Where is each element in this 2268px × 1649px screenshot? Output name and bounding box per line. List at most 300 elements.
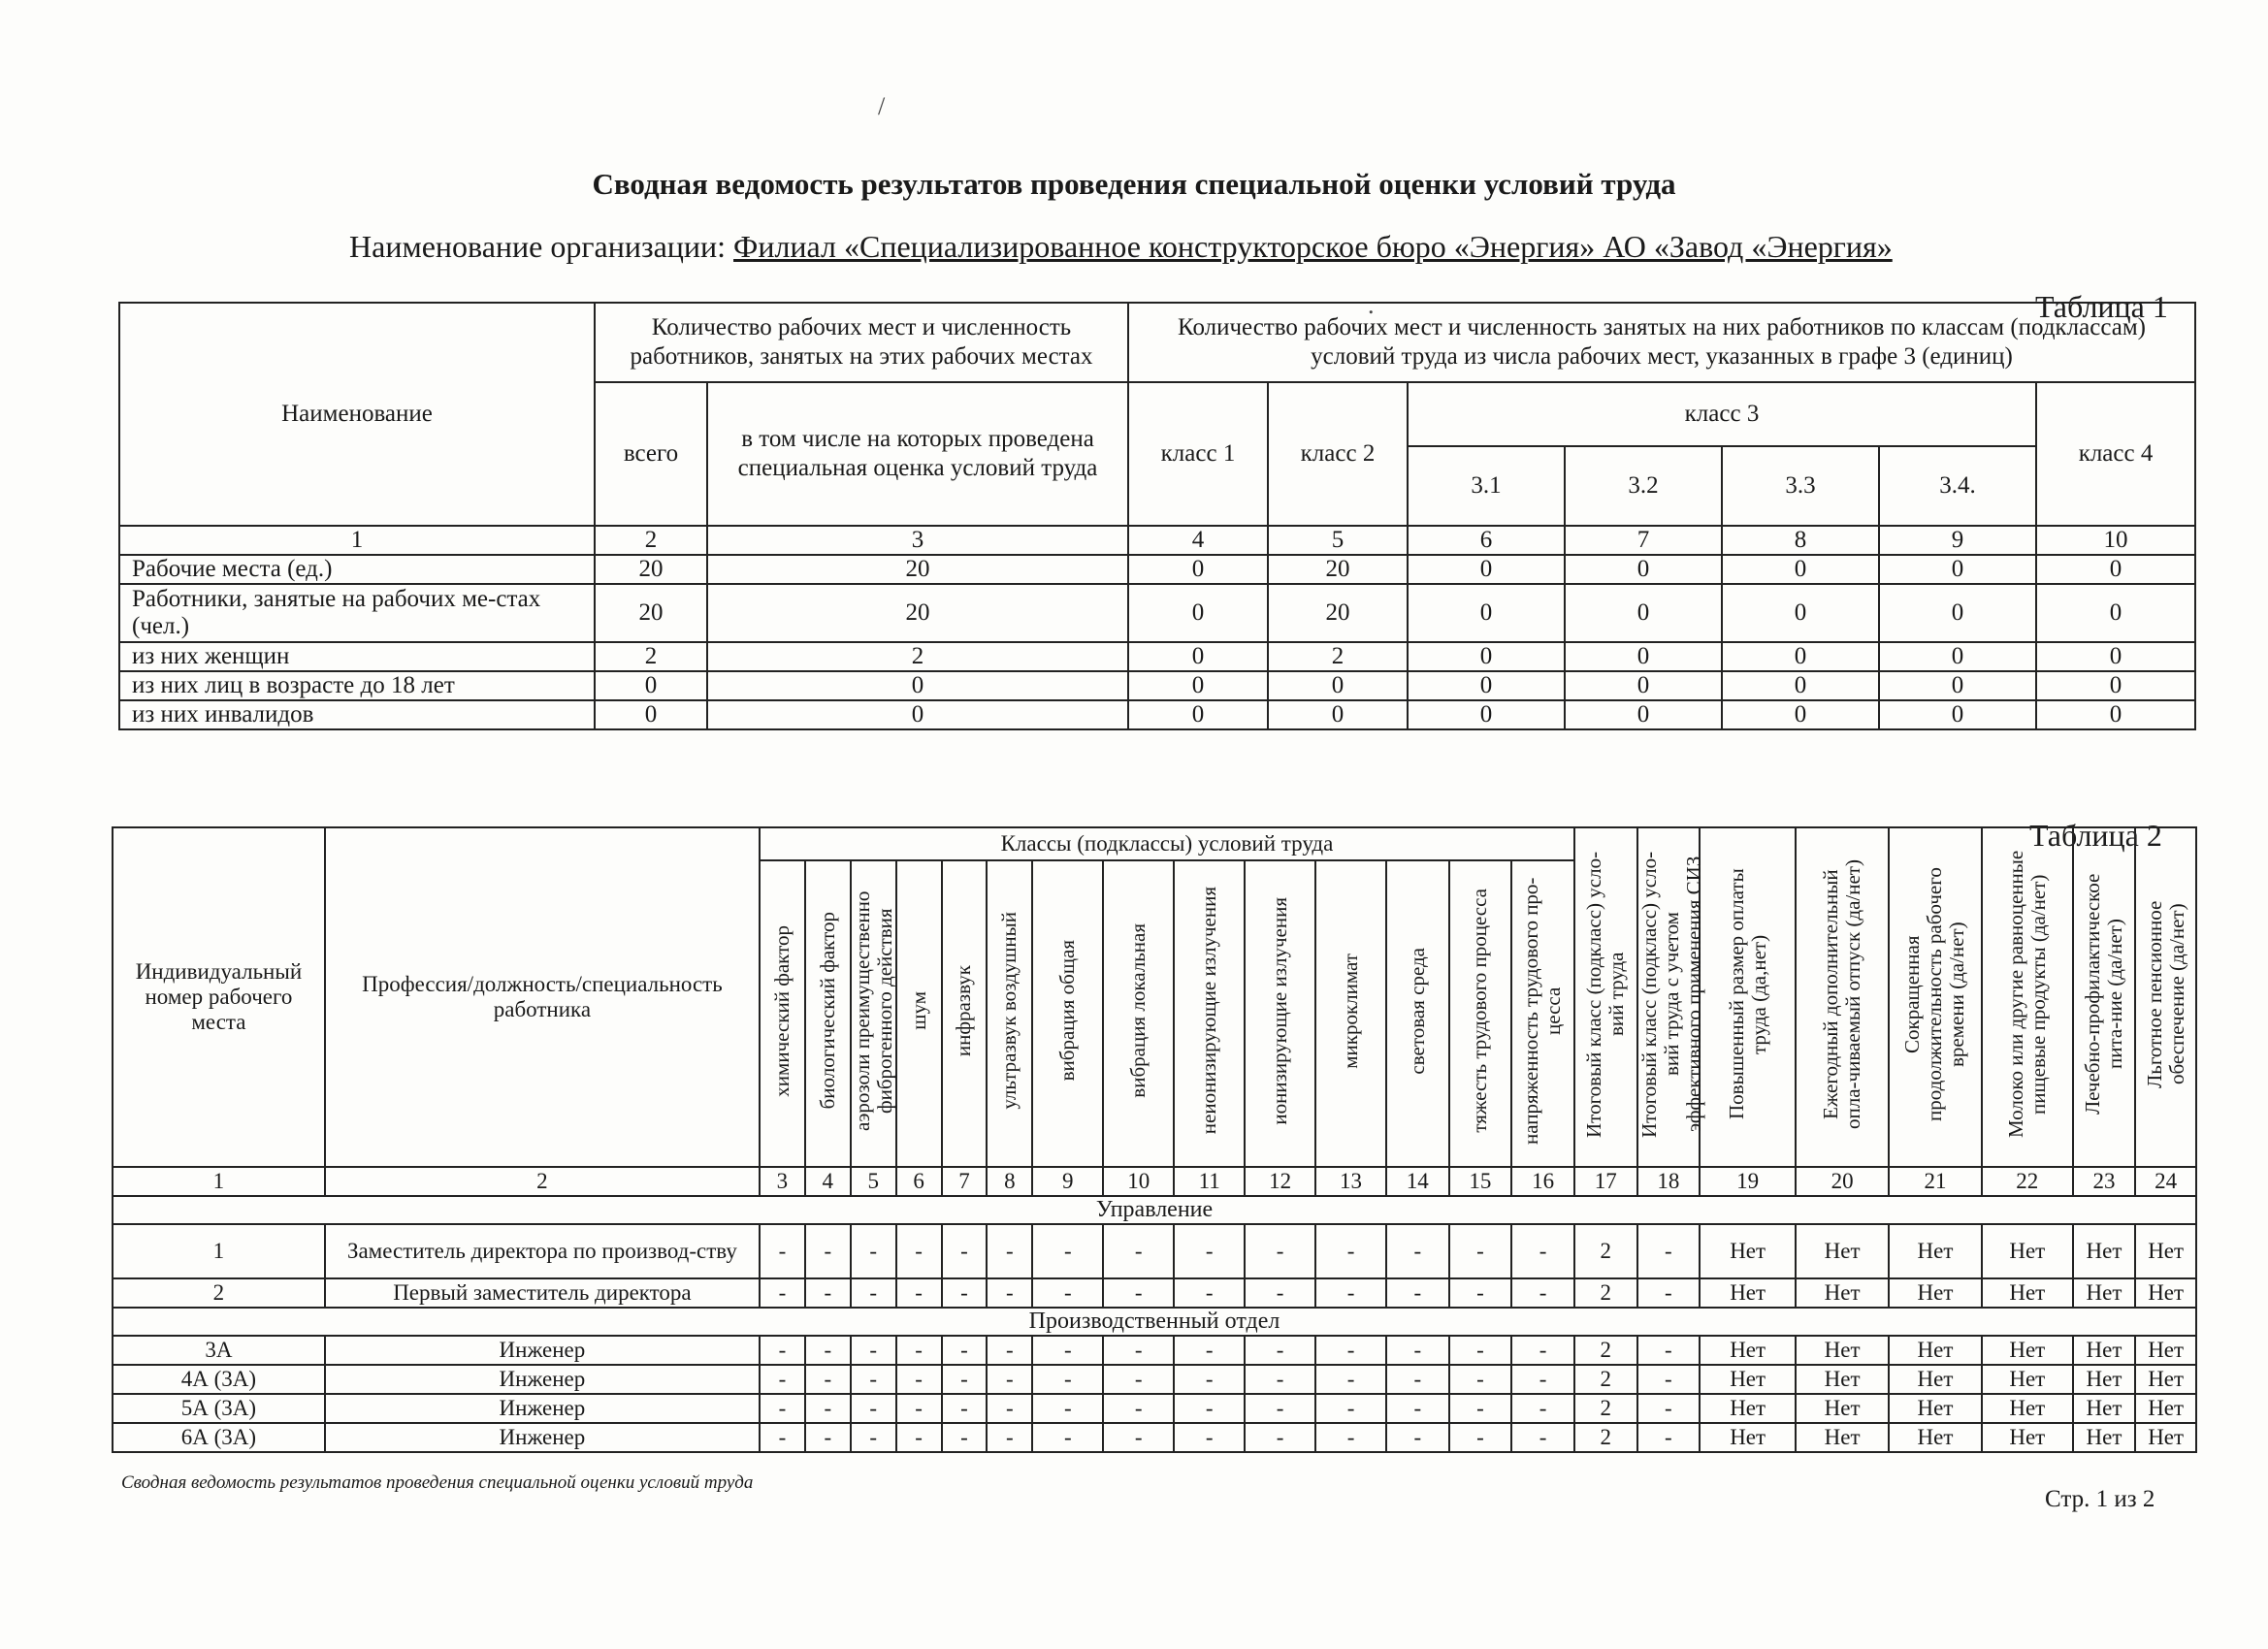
- t2-benefit-value: Нет: [1982, 1423, 2073, 1452]
- t2-factor-value: -: [1449, 1278, 1512, 1308]
- t1-row-name: Рабочие места (ед.): [119, 555, 595, 584]
- t1-cell: 0: [1722, 700, 1879, 729]
- t2-benefit-value: Нет: [2073, 1365, 2136, 1394]
- t2-profession: Первый заместитель директора: [325, 1278, 760, 1308]
- t1-cell: 0: [707, 671, 1128, 700]
- t2-header-extra: [1796, 827, 1889, 1167]
- t1-cell: 0: [1565, 555, 1722, 584]
- t2-column-number: 20: [1796, 1167, 1889, 1196]
- t1-header-class3-2: 3.2: [1565, 446, 1722, 526]
- t1-header-class3-3: 3.3: [1722, 446, 1879, 526]
- t2-factor-value: -: [896, 1365, 942, 1394]
- t2-factor-value: -: [1511, 1423, 1574, 1452]
- t2-header-factor: [942, 860, 988, 1167]
- t1-cell: 0: [1128, 700, 1268, 729]
- t2-benefit-value: Нет: [1889, 1278, 1982, 1308]
- t2-column-number: 9: [1032, 1167, 1103, 1196]
- t2-header-extra-label: Итоговый класс (подкласс) усло-вий труда: [1582, 851, 1629, 1138]
- t2-factor-value: -: [1174, 1394, 1245, 1423]
- t2-column-number: 2: [325, 1167, 760, 1196]
- t2-factor-value: -: [1245, 1423, 1315, 1452]
- t2-header-factor-label: аэрозоли преимущественно фиброгенного действия: [850, 890, 896, 1131]
- t2-benefit-value: Нет: [2073, 1336, 2136, 1365]
- t1-column-number: 4: [1128, 526, 1268, 555]
- t2-header-factor: [896, 860, 942, 1167]
- t2-final-class: 2: [1574, 1336, 1637, 1365]
- t2-benefit-value: Нет: [1796, 1278, 1889, 1308]
- t1-row-name: из них лиц в возрасте до 18 лет: [119, 671, 595, 700]
- t2-header-factor: [1511, 860, 1574, 1167]
- t2-profession: Инженер: [325, 1365, 760, 1394]
- t2-factor-value: -: [1103, 1278, 1174, 1308]
- t2-factor-value: -: [1511, 1224, 1574, 1278]
- t2-benefit-value: Нет: [1889, 1365, 1982, 1394]
- t2-workplace-id: 4А (3А): [113, 1365, 325, 1394]
- t2-column-number: 5: [851, 1167, 896, 1196]
- t2-factor-value: -: [1245, 1278, 1315, 1308]
- t2-header-factor: [987, 860, 1032, 1167]
- t1-cell: 0: [1565, 700, 1722, 729]
- t2-benefit-value: Нет: [1700, 1394, 1796, 1423]
- t2-factor-value: -: [805, 1365, 851, 1394]
- t2-factor-value: -: [1386, 1336, 1449, 1365]
- table1-caption: Таблица 1: [2035, 289, 2168, 324]
- t1-header-name: Наименование: [119, 303, 595, 526]
- t1-cell: 0: [2036, 700, 2195, 729]
- t2-final-class: 2: [1574, 1365, 1637, 1394]
- t2-column-number: 23: [2073, 1167, 2136, 1196]
- t1-header-total: всего: [595, 382, 707, 526]
- t2-header-factor-label: ультразвук воздушный: [997, 912, 1021, 1110]
- t1-cell: 0: [1128, 671, 1268, 700]
- t2-header-extra: [1574, 827, 1637, 1167]
- t2-header-factor: [1032, 860, 1103, 1167]
- table-row: [119, 584, 2195, 642]
- t2-header-profession: Профессия/должность/специальность работника: [325, 827, 760, 1167]
- t2-factor-value: -: [987, 1394, 1032, 1423]
- t2-benefit-value: Нет: [1796, 1423, 1889, 1452]
- t2-factor-value: -: [1315, 1394, 1386, 1423]
- t1-cell: 0: [1565, 584, 1722, 642]
- t1-row-name: из них инвалидов: [119, 700, 595, 729]
- t2-factor-value: -: [1032, 1336, 1103, 1365]
- table2: [112, 826, 2197, 1453]
- t1-cell: 0: [1128, 555, 1268, 584]
- t1-header-class3-1: 3.1: [1408, 446, 1565, 526]
- t2-benefit-value: Нет: [1982, 1278, 2073, 1308]
- table-row: [119, 642, 2195, 671]
- t2-factor-value: -: [760, 1394, 805, 1423]
- t2-factor-value: -: [1032, 1278, 1103, 1308]
- t2-factor-value: -: [942, 1278, 988, 1308]
- t2-factor-value: -: [942, 1224, 988, 1278]
- t2-header-factor-label: химический фактор: [769, 924, 794, 1097]
- t2-benefit-value: Нет: [2135, 1224, 2196, 1278]
- t2-factor-value: -: [1449, 1423, 1512, 1452]
- t1-cell: 0: [1408, 584, 1565, 642]
- t2-factor-value: -: [1245, 1336, 1315, 1365]
- t2-final-class-siz: -: [1637, 1365, 1701, 1394]
- t2-workplace-id: 1: [113, 1224, 325, 1278]
- t2-header-factor: [851, 860, 896, 1167]
- t1-column-number: 9: [1879, 526, 2036, 555]
- t2-benefit-value: Нет: [1796, 1224, 1889, 1278]
- t2-header-factor: [1386, 860, 1449, 1167]
- t2-benefit-value: Нет: [2135, 1278, 2196, 1308]
- t2-benefit-value: Нет: [1700, 1423, 1796, 1452]
- t1-column-number: 2: [595, 526, 707, 555]
- page-title: Сводная ведомость результатов проведения специальной оценки условий труда: [592, 167, 1676, 201]
- t1-column-number: 1: [119, 526, 595, 555]
- t2-factor-value: -: [942, 1365, 988, 1394]
- t2-factor-value: -: [1386, 1394, 1449, 1423]
- t2-column-number: 18: [1637, 1167, 1701, 1196]
- organization-line: [349, 229, 1893, 265]
- t1-cell: 0: [1879, 555, 2036, 584]
- t2-header-factor: [1449, 860, 1512, 1167]
- t2-header-factor: [1103, 860, 1174, 1167]
- t1-cell: 0: [1408, 555, 1565, 584]
- table2-caption: Таблица 2: [2029, 818, 2162, 853]
- t2-factor-value: -: [1315, 1278, 1386, 1308]
- t2-column-number: 21: [1889, 1167, 1982, 1196]
- t2-benefit-value: Нет: [1982, 1224, 2073, 1278]
- t2-header-factor-label: шум: [906, 991, 930, 1030]
- t1-column-number: 10: [2036, 526, 2195, 555]
- table-row: [119, 671, 2195, 700]
- t2-factor-value: -: [1511, 1365, 1574, 1394]
- t2-header-id: Индивидуальный номер рабочего места: [113, 827, 325, 1167]
- t2-column-number: 16: [1511, 1167, 1574, 1196]
- t2-header-extra-label: Сокращенная продолжительность рабочего времени (да/нет): [1900, 867, 1969, 1121]
- t2-factor-value: -: [896, 1224, 942, 1278]
- t2-factor-value: -: [1174, 1278, 1245, 1308]
- t2-header-factor: [1245, 860, 1315, 1167]
- t1-cell: 0: [1879, 700, 2036, 729]
- t1-cell: 0: [1722, 584, 1879, 642]
- t2-benefit-value: Нет: [1982, 1394, 2073, 1423]
- t2-factor-value: -: [1032, 1224, 1103, 1278]
- t1-cell: 20: [1268, 584, 1408, 642]
- t1-header-class4: класс 4: [2036, 382, 2195, 526]
- t2-header-factor-label: микроклимат: [1338, 953, 1362, 1069]
- footer-note: Сводная ведомость результатов проведения специальной оценки условий труда: [121, 1472, 754, 1493]
- table1: [118, 302, 2196, 730]
- t2-benefit-value: Нет: [1889, 1336, 1982, 1365]
- t2-final-class: 2: [1574, 1423, 1637, 1452]
- t2-benefit-value: Нет: [1700, 1278, 1796, 1308]
- t2-header-factor-label: ионизирующие излучения: [1268, 896, 1292, 1125]
- t1-header-classes: Количество рабочих мест и численность занятых на них работников по классам (подклассам) условий труда из числа рабочих мест, указанных в графе 3 (единиц): [1128, 303, 2195, 382]
- t1-header-workplaces: Количество рабочих мест и численность работников, занятых на этих рабочих местах: [595, 303, 1128, 382]
- t2-profession: Инженер: [325, 1423, 760, 1452]
- t2-column-number: 6: [896, 1167, 942, 1196]
- t1-cell: 0: [1879, 642, 2036, 671]
- table-row: [113, 1423, 2196, 1452]
- t2-header-factor-label: инфразвук: [952, 964, 976, 1057]
- t2-factor-value: -: [1174, 1365, 1245, 1394]
- t2-final-class-siz: -: [1637, 1423, 1701, 1452]
- t1-cell: 20: [1268, 555, 1408, 584]
- table-row: [119, 555, 2195, 584]
- t2-header-factor-label: напряженность трудового про-цесса: [1519, 877, 1566, 1145]
- t1-cell: 0: [1722, 671, 1879, 700]
- t1-row-name: Работники, занятые на рабочих ме-стах (чел.): [119, 584, 595, 642]
- t1-cell: 20: [707, 584, 1128, 642]
- t2-factor-value: -: [942, 1423, 988, 1452]
- t1-cell: 0: [595, 700, 707, 729]
- t1-column-number: 3: [707, 526, 1128, 555]
- organization-name: Филиал «Специализированное конструкторское бюро «Энергия» АО «Завод «Энергия»: [733, 229, 1893, 264]
- t2-header-factor: [1174, 860, 1245, 1167]
- t2-factor-value: -: [1032, 1423, 1103, 1452]
- t2-header-factor-label: тяжесть трудового процесса: [1468, 889, 1492, 1133]
- t2-final-class: 2: [1574, 1278, 1637, 1308]
- t2-column-number: 7: [942, 1167, 988, 1196]
- t1-header-class3: класс 3: [1408, 382, 2036, 446]
- t2-header-factor-label: неионизирующие излучения: [1197, 887, 1221, 1135]
- t2-header-factor: [760, 860, 805, 1167]
- t2-factor-value: -: [1449, 1365, 1512, 1394]
- page-number: Стр. 1 из 2: [2045, 1486, 2155, 1512]
- t1-cell: 0: [1128, 642, 1268, 671]
- t2-workplace-id: 5А (3А): [113, 1394, 325, 1423]
- scan-mark: .: [1368, 291, 1375, 319]
- t2-workplace-id: 3А: [113, 1336, 325, 1365]
- t2-factor-value: -: [1245, 1394, 1315, 1423]
- t2-header-extra-label: Ежегодный дополнительный опла-чиваемый отпуск (да/нет): [1818, 859, 1865, 1129]
- t2-factor-value: -: [1174, 1224, 1245, 1278]
- t2-header-factor-label: биологический фактор: [815, 912, 839, 1110]
- t2-factor-value: -: [1245, 1224, 1315, 1278]
- t1-header-class3-4: 3.4.: [1879, 446, 2036, 526]
- t1-cell: 0: [1879, 671, 2036, 700]
- t2-factor-value: -: [1315, 1336, 1386, 1365]
- t2-header-factor-label: вибрация общая: [1055, 940, 1080, 1082]
- t2-factor-value: -: [1103, 1336, 1174, 1365]
- t2-factor-value: -: [851, 1365, 896, 1394]
- t2-factor-value: -: [987, 1278, 1032, 1308]
- t1-column-number: 5: [1268, 526, 1408, 555]
- t2-header-extra: [1700, 827, 1796, 1167]
- t1-cell: 0: [1722, 555, 1879, 584]
- table-row: [113, 1365, 2196, 1394]
- t2-column-number: 10: [1103, 1167, 1174, 1196]
- t2-final-class-siz: -: [1637, 1394, 1701, 1423]
- t2-benefit-value: Нет: [1796, 1394, 1889, 1423]
- t2-factor-value: -: [987, 1423, 1032, 1452]
- t1-header-assessed: в том числе на которых проведена специальная оценка условий труда: [707, 382, 1128, 526]
- t2-factor-value: -: [1315, 1365, 1386, 1394]
- t1-cell: 0: [2036, 671, 2195, 700]
- t2-factor-value: -: [1449, 1336, 1512, 1365]
- t1-cell: 0: [1128, 584, 1268, 642]
- t2-benefit-value: Нет: [2135, 1336, 2196, 1365]
- t2-benefit-value: Нет: [1982, 1336, 2073, 1365]
- t1-cell: 0: [1565, 671, 1722, 700]
- t2-factor-value: -: [805, 1394, 851, 1423]
- t2-benefit-value: Нет: [1796, 1336, 1889, 1365]
- t2-section-title: Производственный отдел: [113, 1308, 2196, 1336]
- t2-benefit-value: Нет: [2073, 1278, 2136, 1308]
- t2-factor-value: -: [987, 1336, 1032, 1365]
- t2-column-number: 22: [1982, 1167, 2073, 1196]
- t2-factor-value: -: [1449, 1224, 1512, 1278]
- t2-header-extra: [2073, 827, 2136, 1167]
- t2-benefit-value: Нет: [2135, 1423, 2196, 1452]
- t2-header-extra-label: Повышенный размер оплаты труда (да,нет): [1724, 868, 1770, 1120]
- table-row: [113, 1336, 2196, 1365]
- t2-header-extra-label: Итоговый класс (подкласс) усло-вий труда с учетом эффективного применения СИЗ: [1636, 851, 1705, 1138]
- t2-factor-value: -: [805, 1336, 851, 1365]
- t2-factor-value: -: [1315, 1423, 1386, 1452]
- t1-cell: 0: [1408, 671, 1565, 700]
- t1-cell: 20: [595, 555, 707, 584]
- scan-mark: /: [878, 92, 886, 120]
- t1-header-class2: класс 2: [1268, 382, 1408, 526]
- t2-factor-value: -: [1032, 1365, 1103, 1394]
- t1-header-class1: класс 1: [1128, 382, 1268, 526]
- t2-column-number: 14: [1386, 1167, 1449, 1196]
- t2-factor-value: -: [1103, 1224, 1174, 1278]
- t2-factor-value: -: [1174, 1423, 1245, 1452]
- t1-column-number: 6: [1408, 526, 1565, 555]
- t1-cell: 0: [1722, 642, 1879, 671]
- t2-benefit-value: Нет: [1700, 1336, 1796, 1365]
- t2-column-number: 3: [760, 1167, 805, 1196]
- t2-benefit-value: Нет: [2073, 1423, 2136, 1452]
- t2-factor-value: -: [1449, 1394, 1512, 1423]
- t2-factor-value: -: [1511, 1394, 1574, 1423]
- t2-factor-value: -: [987, 1365, 1032, 1394]
- t2-profession: Заместитель директора по производ-ству: [325, 1224, 760, 1278]
- t2-profession: Инженер: [325, 1336, 760, 1365]
- t2-header-extra-label: Лечебно-профилактическое пита-ние (да/нет): [2080, 873, 2126, 1116]
- t2-factor-value: -: [851, 1423, 896, 1452]
- t2-benefit-value: Нет: [1982, 1365, 2073, 1394]
- t1-cell: 20: [595, 584, 707, 642]
- t2-section-title: Управление: [113, 1196, 2196, 1224]
- t2-header-factor-label: вибрация локальная: [1126, 923, 1150, 1098]
- t2-factor-value: -: [896, 1278, 942, 1308]
- t1-cell: 0: [1268, 700, 1408, 729]
- t2-final-class: 2: [1574, 1394, 1637, 1423]
- t2-column-number: 19: [1700, 1167, 1796, 1196]
- t2-factor-value: -: [851, 1336, 896, 1365]
- t2-factor-value: -: [760, 1336, 805, 1365]
- t2-factor-value: -: [1245, 1365, 1315, 1394]
- t2-factor-value: -: [1103, 1365, 1174, 1394]
- t2-final-class: 2: [1574, 1224, 1637, 1278]
- t2-factor-value: -: [1386, 1365, 1449, 1394]
- t2-factor-value: -: [1511, 1278, 1574, 1308]
- t2-header-extra-label: Молоко или другие равноценные пищевые продукты (да/нет): [2003, 850, 2050, 1139]
- t2-factor-value: -: [1103, 1394, 1174, 1423]
- t1-column-number: 7: [1565, 526, 1722, 555]
- table-row: [119, 700, 2195, 729]
- t2-factor-value: -: [1511, 1336, 1574, 1365]
- t2-factor-value: -: [760, 1224, 805, 1278]
- t2-factor-value: -: [1315, 1224, 1386, 1278]
- t2-column-number: 1: [113, 1167, 325, 1196]
- t1-row-name: из них женщин: [119, 642, 595, 671]
- t1-cell: 0: [2036, 584, 2195, 642]
- t2-header-factor-label: световая среда: [1405, 947, 1429, 1075]
- table-row: [113, 1224, 2196, 1278]
- organization-label: Наименование организации:: [349, 229, 727, 264]
- t2-header-extra: [1636, 827, 1705, 1167]
- t2-header-extra: [2135, 827, 2196, 1167]
- t1-cell: 0: [1408, 642, 1565, 671]
- t2-factor-value: -: [896, 1423, 942, 1452]
- t1-cell: 0: [1879, 584, 2036, 642]
- t2-benefit-value: Нет: [2135, 1365, 2196, 1394]
- t2-column-number: 8: [987, 1167, 1032, 1196]
- t2-benefit-value: Нет: [2073, 1394, 2136, 1423]
- t2-header-factor: [1315, 860, 1386, 1167]
- t1-column-number: 8: [1722, 526, 1879, 555]
- t2-benefit-value: Нет: [2135, 1394, 2196, 1423]
- t2-factor-value: -: [942, 1336, 988, 1365]
- t1-cell: 20: [707, 555, 1128, 584]
- t2-factor-value: -: [851, 1278, 896, 1308]
- t2-benefit-value: Нет: [2073, 1224, 2136, 1278]
- t2-factor-value: -: [987, 1224, 1032, 1278]
- t2-column-number: 15: [1449, 1167, 1512, 1196]
- t2-column-number: 12: [1245, 1167, 1315, 1196]
- t2-header-classes: Классы (подклассы) условий труда: [760, 827, 1574, 860]
- t1-cell: 0: [1565, 642, 1722, 671]
- t1-cell: 0: [2036, 555, 2195, 584]
- t2-benefit-value: Нет: [1889, 1394, 1982, 1423]
- t2-final-class-siz: -: [1637, 1224, 1701, 1278]
- t2-column-number: 24: [2135, 1167, 2196, 1196]
- t2-column-number: 17: [1574, 1167, 1637, 1196]
- t2-factor-value: -: [851, 1224, 896, 1278]
- t1-cell: 0: [595, 671, 707, 700]
- t1-cell: 0: [1408, 700, 1565, 729]
- t2-workplace-id: 6А (3А): [113, 1423, 325, 1452]
- t1-cell: 2: [1268, 642, 1408, 671]
- t2-factor-value: -: [760, 1365, 805, 1394]
- t2-header-factor: [805, 860, 851, 1167]
- t2-factor-value: -: [942, 1394, 988, 1423]
- t2-factor-value: -: [1386, 1423, 1449, 1452]
- t2-benefit-value: Нет: [1700, 1365, 1796, 1394]
- t2-benefit-value: Нет: [1889, 1224, 1982, 1278]
- t2-factor-value: -: [1386, 1278, 1449, 1308]
- t2-header-extra: [1982, 827, 2073, 1167]
- t2-factor-value: -: [805, 1423, 851, 1452]
- t2-workplace-id: 2: [113, 1278, 325, 1308]
- t2-profession: Инженер: [325, 1394, 760, 1423]
- t2-column-number: 13: [1315, 1167, 1386, 1196]
- t2-factor-value: -: [760, 1423, 805, 1452]
- t2-benefit-value: Нет: [1889, 1423, 1982, 1452]
- t2-column-number: 4: [805, 1167, 851, 1196]
- t2-benefit-value: Нет: [1796, 1365, 1889, 1394]
- t2-factor-value: -: [760, 1278, 805, 1308]
- t2-final-class-siz: -: [1637, 1336, 1701, 1365]
- t1-cell: 0: [707, 700, 1128, 729]
- t2-factor-value: -: [851, 1394, 896, 1423]
- t2-factor-value: -: [1032, 1394, 1103, 1423]
- t2-header-extra-label: Льготное пенсионное обеспечение (да/нет): [2142, 900, 2188, 1088]
- t1-cell: 2: [707, 642, 1128, 671]
- t1-cell: 0: [1268, 671, 1408, 700]
- t2-benefit-value: Нет: [1700, 1224, 1796, 1278]
- t2-factor-value: -: [1103, 1423, 1174, 1452]
